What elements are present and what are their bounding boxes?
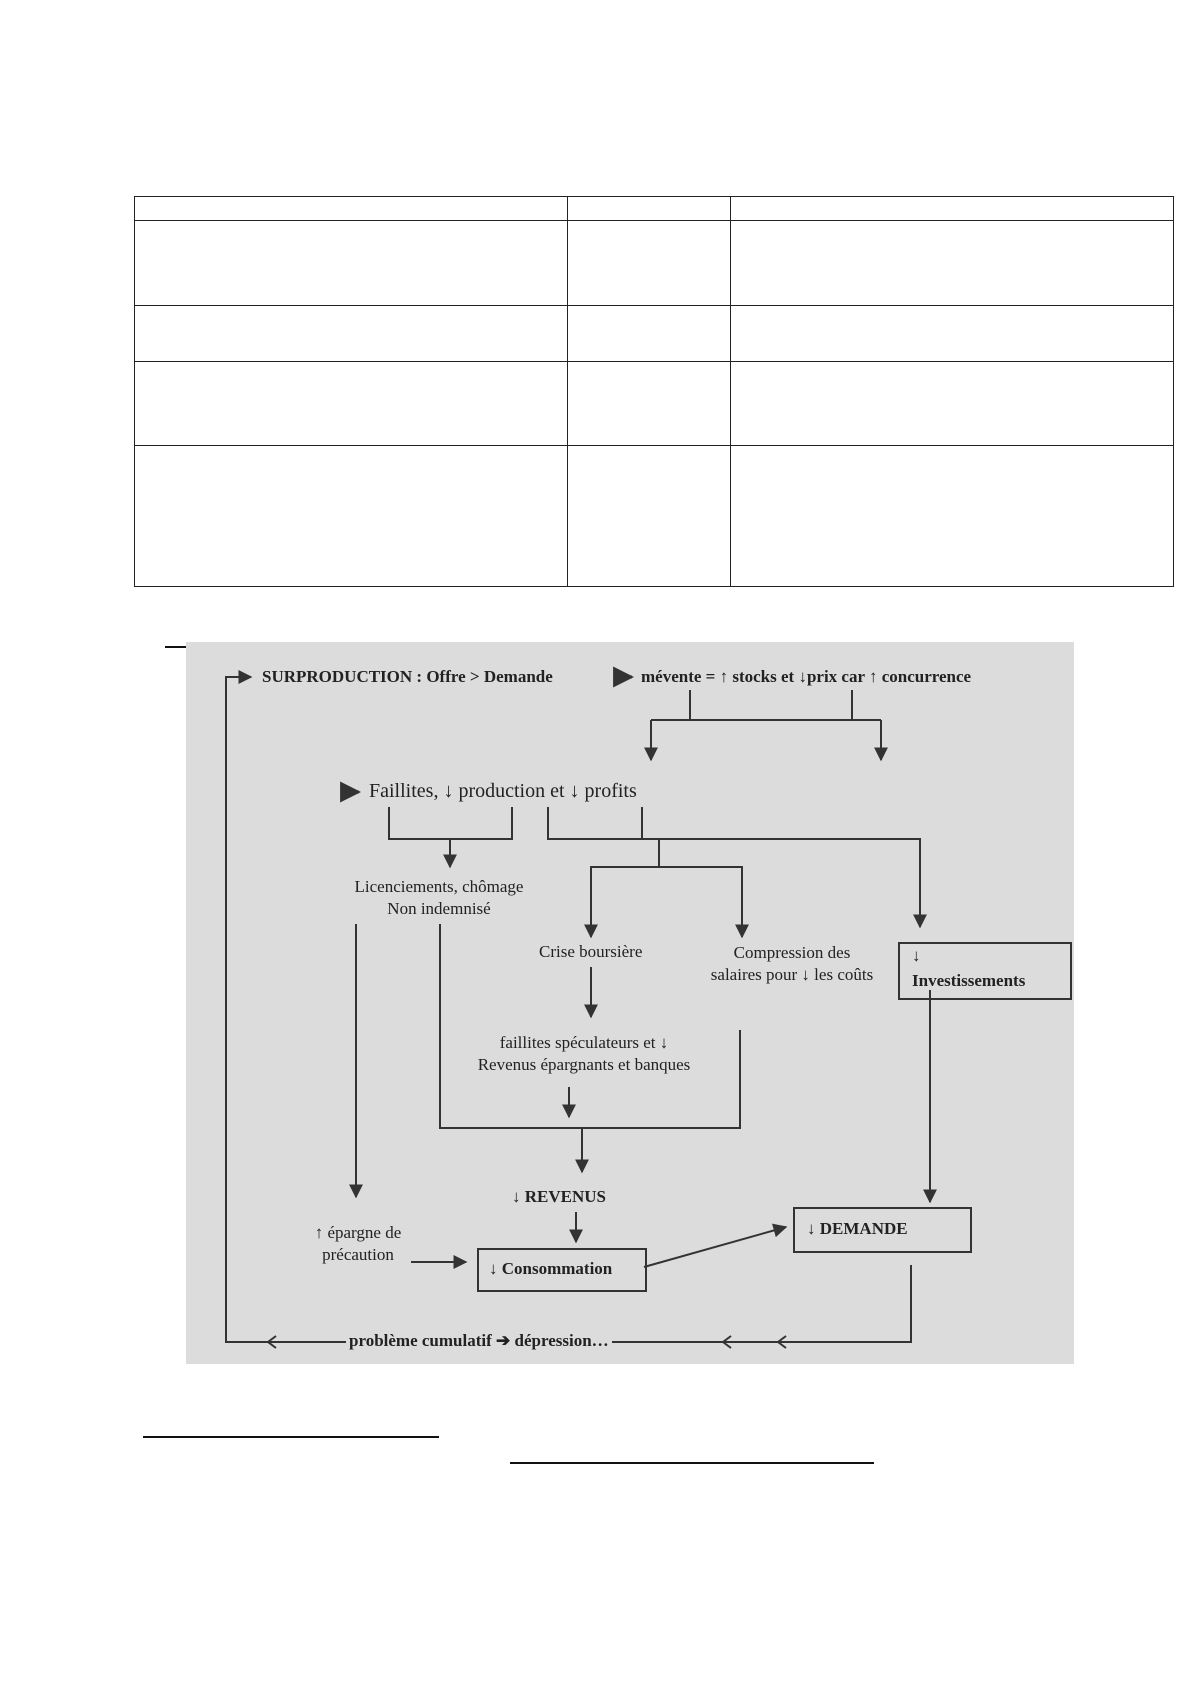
- surproduction-label: SURPRODUCTION : Offre > Demande: [262, 667, 553, 686]
- table-row: [135, 221, 1174, 306]
- consommation-box: [477, 1248, 647, 1292]
- table-cell: [731, 362, 1174, 446]
- revenus-label: ↓ REVENUS: [512, 1187, 606, 1206]
- prix-connector: [852, 690, 881, 720]
- table-cell: [568, 362, 731, 446]
- empty-table: [134, 196, 1174, 587]
- table-cell: [568, 306, 731, 362]
- table-cell: [135, 446, 568, 587]
- table-row: [135, 197, 1174, 221]
- blank-answer-line-1: [143, 1436, 439, 1438]
- table-row: [135, 306, 1174, 362]
- table-cell: [731, 306, 1174, 362]
- epargne-label: ↑ épargne de précaution: [314, 1223, 402, 1264]
- table-cell: [731, 197, 1174, 221]
- to-compression: [659, 867, 742, 937]
- investissements-box: [898, 942, 1072, 1000]
- table-cell: [135, 362, 568, 446]
- compression-label: Compression des salaires pour ↓ les coûts: [710, 943, 874, 984]
- investissements-label: Investissements: [912, 971, 1026, 990]
- demande-label: ↓ DEMANDE: [807, 1219, 908, 1238]
- table-row: [135, 362, 1174, 446]
- table-cell: [135, 197, 568, 221]
- crise-compression-split: [591, 839, 659, 937]
- table-cell: [135, 221, 568, 306]
- table-cell: [568, 446, 731, 587]
- arrow-conso-demande: [644, 1227, 786, 1267]
- mevente-connector: [651, 690, 690, 720]
- table-cell: [568, 197, 731, 221]
- crisis-diagram: [186, 642, 1074, 1364]
- consommation-label: ↓ Consommation: [489, 1259, 613, 1278]
- investissements-arrow: ↓: [912, 946, 921, 965]
- demande-box: [793, 1207, 972, 1253]
- faillites-speculateurs-label: faillites spéculateurs et ↓ Revenus épargnants et banques: [477, 1033, 691, 1074]
- mevente-label: mévente = ↑ stocks et ↓prix car ↑ concurrence: [641, 667, 972, 686]
- table-cell: [568, 221, 731, 306]
- table-cell: [135, 306, 568, 362]
- crise-boursiere-label: Crise boursière: [539, 942, 643, 961]
- probleme-label: problème cumulatif ➔ dépression…: [346, 1331, 612, 1351]
- table-cell: [731, 446, 1174, 587]
- table-cell: [731, 221, 1174, 306]
- table-row: [135, 446, 1174, 587]
- blank-answer-line-2: [510, 1462, 874, 1464]
- faillites-bracket: [389, 807, 512, 839]
- licenciements-label: Licenciements, chômage Non indemnisé: [354, 877, 524, 918]
- faillites-label: Faillites, ↓ production et ↓ profits: [369, 780, 637, 802]
